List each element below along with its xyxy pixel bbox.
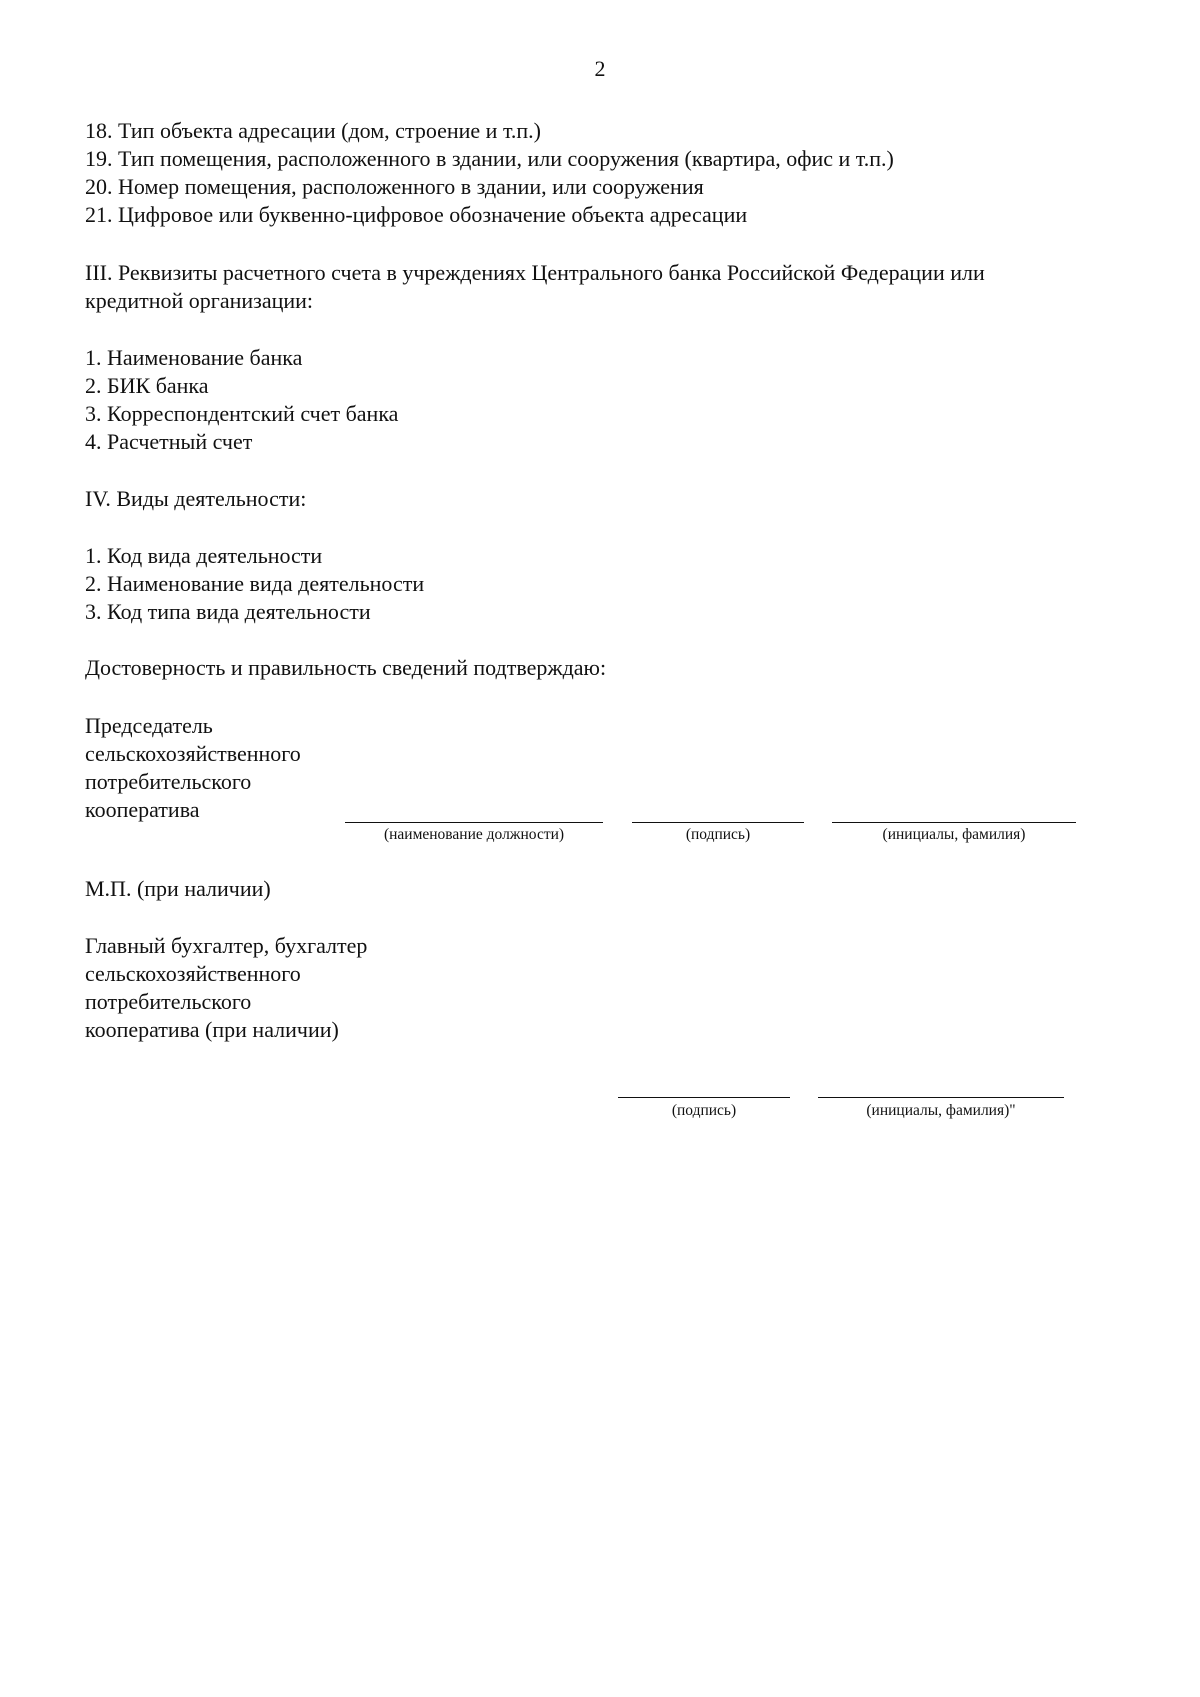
list-item: 20. Номер помещения, расположенного в здании, или сооружения bbox=[85, 174, 704, 199]
signatory-title-line: сельскохозяйственного bbox=[85, 741, 301, 766]
signatory-title-line: потребительского bbox=[85, 989, 252, 1014]
list-item: 1. Код вида деятельности bbox=[85, 543, 323, 568]
page-number: 2 bbox=[594, 56, 606, 81]
caption-signature: (подпись) bbox=[671, 1102, 737, 1119]
list-item: 18. Тип объекта адресации (дом, строение и т.п.) bbox=[85, 118, 542, 143]
caption-name: (инициалы, фамилия)" bbox=[866, 1102, 1016, 1119]
signatory-title-line: кооператива (при наличии) bbox=[85, 1017, 339, 1042]
signatory-title-line: кооператива bbox=[85, 797, 200, 822]
list-item: 2. Наименование вида деятельности bbox=[85, 571, 425, 596]
signature-line bbox=[618, 1097, 790, 1098]
list-item: 3. Корреспондентский счет банка bbox=[85, 401, 399, 426]
position-signature-line bbox=[345, 822, 603, 823]
list-item: 19. Тип помещения, расположенного в здании, или сооружения (квартира, офис и т.п.) bbox=[85, 146, 894, 171]
caption-name: (инициалы, фамилия) bbox=[882, 826, 1026, 843]
caption-position: (наименование должности) bbox=[383, 826, 565, 843]
list-item: 2. БИК банка bbox=[85, 373, 209, 398]
list-item: 1. Наименование банка bbox=[85, 345, 303, 370]
section-heading: IV. Виды деятельности: bbox=[85, 486, 307, 511]
signatory-title-line: сельскохозяйственного bbox=[85, 961, 301, 986]
signature-line bbox=[632, 822, 804, 823]
signatory-title-line: Председатель bbox=[85, 713, 213, 738]
caption-signature: (подпись) bbox=[685, 826, 751, 843]
list-item: 4. Расчетный счет bbox=[85, 429, 253, 454]
list-item: 21. Цифровое или буквенно-цифровое обозначение объекта адресации bbox=[85, 202, 748, 227]
section-heading-continuation: кредитной организации: bbox=[85, 288, 314, 313]
list-item: 3. Код типа вида деятельности bbox=[85, 599, 371, 624]
section-heading: III. Реквизиты расчетного счета в учреждениях Центрального банка Российской Федерации или bbox=[85, 260, 985, 285]
signatory-title-line: Главный бухгалтер, бухгалтер bbox=[85, 933, 368, 958]
name-signature-line bbox=[832, 822, 1076, 823]
stamp-note: М.П. (при наличии) bbox=[85, 876, 271, 901]
confirmation-statement: Достоверность и правильность сведений подтверждаю: bbox=[85, 655, 607, 680]
signatory-title-line: потребительского bbox=[85, 769, 252, 794]
name-signature-line bbox=[818, 1097, 1064, 1098]
